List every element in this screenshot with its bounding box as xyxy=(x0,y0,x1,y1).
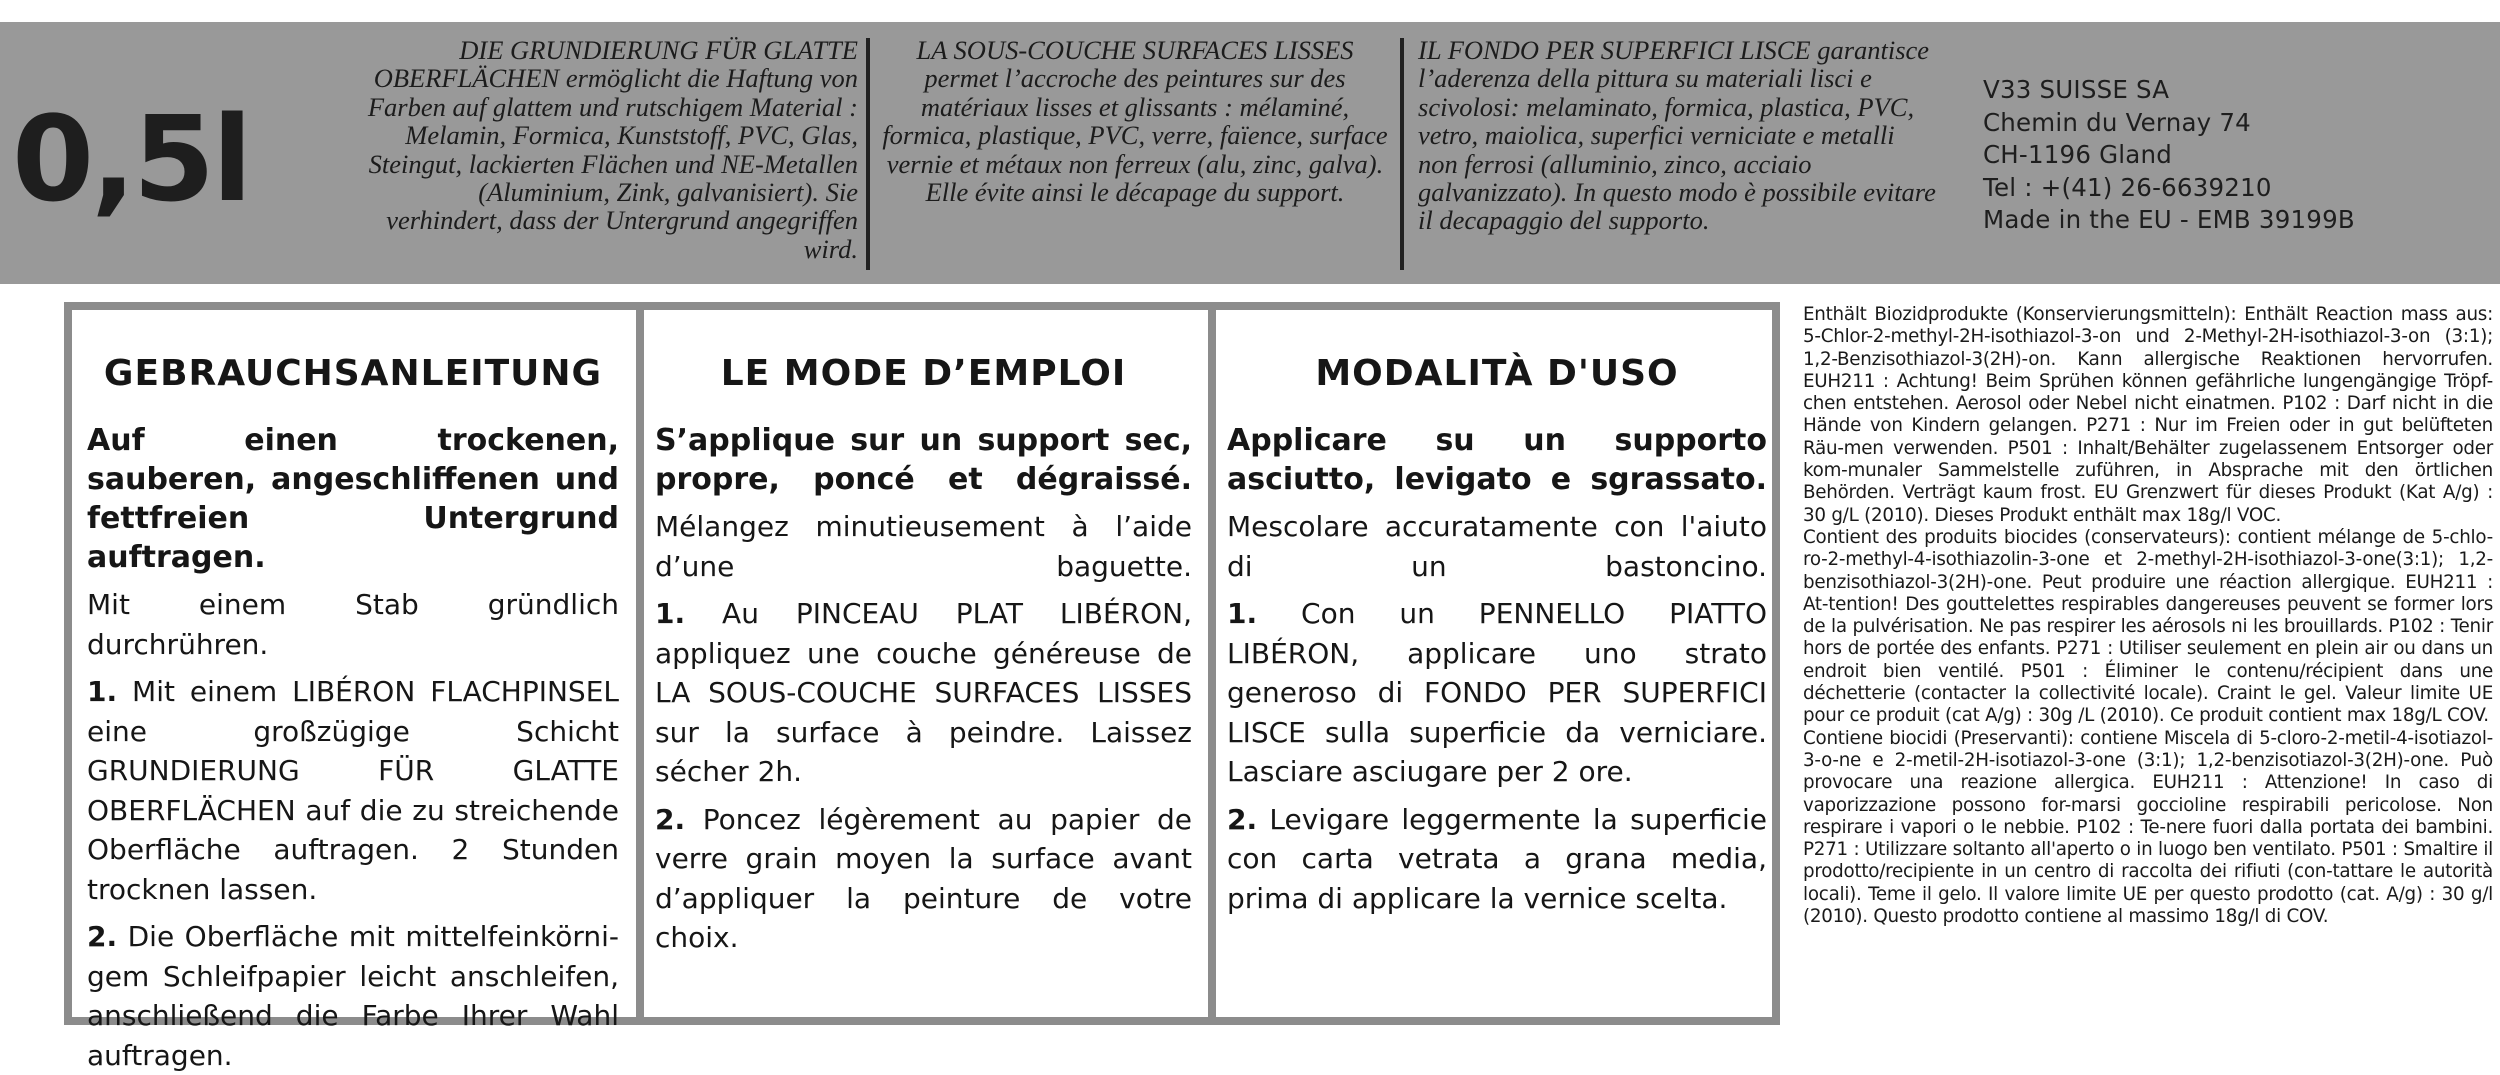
address-company: V33 SUISSE SA xyxy=(1983,75,2170,104)
instructions-fr-step-1 xyxy=(655,594,1192,792)
address-origin: Made in the EU - EMB 39199B xyxy=(1983,205,2355,234)
description-de-text: ermöglicht die Haftung von Farben auf glattem und rutschigem Material : Melamin, Formica, Kunststoff, PVC, Glas, Steingut, lackierten Flächen und NE-Metallen (Aluminium, Zink, galvanisiert). Sie verhindert, dass der Untergrund angegriffen wird. xyxy=(367,63,858,264)
hazard-text-it: Contiene biocidi (Preservanti): contiene Miscela di 5-cloro-2-metil-4-isotiazol-3-o-ne e 2-metil-2H-isotiazol-3-one (3:1); 1,2-benzisotiazol-3(2H)-one. Può provocare una reazione allergica. EUH211 : Attenzione! In caso di vaporizzazione possono for-marsi goccioline respirabili pericolose. Non respirare i vapori o le nebbie. P102 : Te-nere fuori dalla portata dei bambini. P271 : Utilizzare soltanto all'aperto o in luogo ben ventilato. P501 : Smaltire il prodotto/recipiente in un centro di raccolta dei rifiuti (con-tattare le autorità locali). Teme il gelo. Il valore limite UE per questo prodotto (cat. A/g) : 30 g/l (2010). Questo prodotto contiene al massimo 18g/l di COV. xyxy=(1803,727,2493,928)
step-number: 1. xyxy=(655,597,686,630)
step-number: 2. xyxy=(1227,802,1258,836)
description-de-product-name: DIE GRUNDIERUNG FÜR GLATTE OBERFLÄCHEN xyxy=(373,35,858,94)
instructions-it xyxy=(1227,310,1767,1017)
instructions-it-lead: Applicare su un supporto asciutto, levigato e sgrassato. xyxy=(1227,423,1767,497)
instructions-de-title: GEBRAUCHSANLEITUNG xyxy=(103,353,603,394)
instructions-it-step-1 xyxy=(1227,594,1767,792)
instructions-frame xyxy=(64,302,1780,1072)
description-it xyxy=(1418,36,1938,272)
instructions-fr-lead: S’applique sur un support sec, propre, poncé et dégraissé. xyxy=(655,423,1192,497)
instructions-de xyxy=(87,310,619,1072)
instructions-de-mix: Mit einem Stab gründlich durchrühren. xyxy=(87,588,619,661)
step-number: 2. xyxy=(87,920,118,953)
instructions-fr xyxy=(655,310,1192,1017)
column-divider xyxy=(1208,310,1216,1017)
instructions-de-step-2 xyxy=(87,917,619,1075)
volume-label: 0,5l xyxy=(12,90,250,228)
instructions-fr-step-2 xyxy=(655,800,1192,958)
instructions-it-title: MODALITÀ D'USO xyxy=(1315,353,1679,394)
hazard-text-de: Enthält Biozidprodukte (Konservierungsmitteln): Enthält Reaction mass aus: 5-Chlor-2-methyl-2H-isothiazol-3-on und 2-Methyl-2H-isothiazol-3-on (3:1); 1,2-Benzisothiazol-3(2H)-on. Kann allergische Reaktionen hervorrufen. EUH211 : Achtung! Beim Sprühen können gefährliche lungengängige Tröpf-chen entstehen. Aerosol oder Nebel nicht einatmen. P102 : Darf nicht in die Hände von Kindern gelangen. P271 : Nur im Freien oder in gut belüfteten Räu-men verwenden. P501 : Inhalt/Behälter zugelassenem Entsorger oder kom-munaler Sammelstelle zuführen, in Absprache mit den örtlichen Behörden. Verträgt kaum frost. EU Grenzwert für dieses Produkt (Kat A/g) : 30 g/L (2010). Dieses Produkt enthält max 18g/l VOC. xyxy=(1803,304,2493,526)
step-text: Con un PENNELLO PIATTO LIBÉRON, applicare uno strato generoso di FONDO PER SUPERFICI LISCE sulla superficie da verniciare. Lasciare asciugare per 2 ore. xyxy=(1227,597,1767,788)
instructions-it-step-2 xyxy=(1227,800,1767,919)
step-text: Mit einem LIBÉRON FLACHPINSEL eine großzügige Schicht GRUNDIERUNG FÜR GLATTE OBERFLÄCHEN auf die zu streichende Oberfläche auftragen. 2 Stunden trocknen lassen. xyxy=(87,675,619,906)
description-fr xyxy=(882,36,1388,272)
step-text: Die Oberfläche mit mittelfeinkörni-gem Schleifpapier leicht anschleifen, anschließend die Farbe Ihrer Wahl auftragen. xyxy=(87,920,619,1072)
manufacturer-address xyxy=(1983,74,2403,237)
header-divider xyxy=(866,38,870,270)
description-fr-product-name: LA SOUS-COUCHE SURFACES LISSES xyxy=(916,35,1354,65)
description-it-text: garantisce l’aderenza della pittura su materiali lisci e scivolosi: melaminato, formica, plastica, PVC, vetro, maiolica, superfici verniciate e metalli non ferrosi (alluminio, zinco, acciaio galvanizzato). In questo modo è possibile evitare il decapaggio del supporto. xyxy=(1418,35,1936,236)
address-street: Chemin du Vernay 74 xyxy=(1983,107,2251,137)
column-divider xyxy=(636,310,644,1017)
instructions-fr-title: LE MODE D’EMPLOI xyxy=(720,353,1127,394)
step-number: 1. xyxy=(1227,597,1258,630)
header-divider xyxy=(1400,38,1404,270)
instructions-de-lead: Auf einen trockenen, sauberen, angeschliffenen und fettfreien Untergrund auftragen. xyxy=(87,423,619,575)
step-number: 2. xyxy=(655,802,686,836)
address-city: CH-1196 Gland xyxy=(1983,140,2172,169)
instructions-it-mix: Mescolare accuratamente con l'aiuto di un bastoncino. xyxy=(1227,510,1767,583)
instructions-fr-mix: Mélangez minutieusement à l’aide d’une baguette. xyxy=(655,510,1192,583)
description-it-product-name: IL FONDO PER SUPERFICI LISCE xyxy=(1418,35,1811,65)
instructions-de-step-1 xyxy=(87,672,619,909)
step-text: Poncez légèrement au papier de verre grain moyen la surface avant d’appliquer la peinture de votre choix. xyxy=(655,802,1192,954)
hazard-statements xyxy=(1803,304,2493,1029)
step-text: Levigare leggermente la superficie con carta vetrata a grana media, prima di applicare la vernice scelta. xyxy=(1227,802,1767,915)
step-number: 1. xyxy=(87,675,118,708)
header-band xyxy=(0,22,2500,284)
address-phone: Tel : +(41) 26-6639210 xyxy=(1983,172,2272,202)
description-fr-text: permet l’accroche des peintures sur des matériaux lisses et glissants : mélaminé, formica, plastique, PVC, verre, faïence, surface vernie et métaux non ferreux (alu, zinc, galva). Elle évite ainsi le décapage du support. xyxy=(882,63,1388,208)
step-text: Au PINCEAU PLAT LIBÉRON, appliquez une couche généreuse de LA SOUS-COUCHE SURFACES LISSES sur la surface à peindre. Laissez sécher 2h. xyxy=(655,597,1192,788)
description-de xyxy=(358,36,858,272)
hazard-text-fr: Contient des produits biocides (conservateurs): contient mélange de 5-chlo-ro-2-methyl-4-isothiazolin-3-one et 2-methyl-2H-isothiazol-3-one(3:1); 1,2-benzisothiazol-3(2H)-one. Peut produire une réaction allergique. EUH211 : At-tention! Des gouttelettes respirables dangereuses peuvent se former lors de la pulvérisation. Ne pas respirer les aérosols ni les brouillards. P102 : Tenir hors de portée des enfants. P271 : Utiliser seulement en plein air ou dans un endroit bien ventilé. P501 : Éliminer le contenu/récipient dans une déchetterie (contacter la collectivité locale). Craint le gel. Valeur limite UE pour ce produit (cat A/g) : 30g /L (2010). Ce produit contient max 18g/L COV. xyxy=(1803,526,2493,727)
